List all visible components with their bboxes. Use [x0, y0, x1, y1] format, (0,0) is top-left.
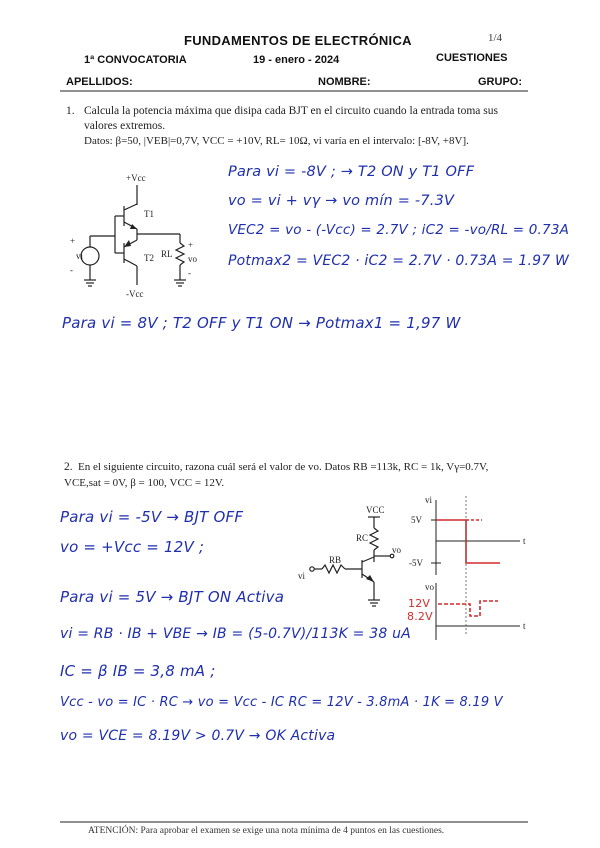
q1-data: Datos: β=50, |VEB|=0,7V, VCC = +10V, RL= 10Ω, vi varía en el intervalo: [-8V, +8V].	[84, 135, 469, 147]
q2-answer-line5: IC = β IB = 3,8 mA ;	[60, 662, 216, 680]
exam-date: 19 - enero - 2024	[253, 54, 340, 66]
q1-vi-label: vi	[76, 251, 84, 261]
q2-number: 2.	[64, 461, 73, 473]
q2-answer-line4: vi = RB · IB + VBE → IB = (5-0.7V)/113K = 38 uA	[60, 626, 411, 642]
q1-vcc-top: +Vcc	[126, 173, 146, 183]
q2-rb-label: RB	[329, 555, 342, 565]
grupo-label: GRUPO:	[478, 76, 522, 88]
q1-statement-line1: Calcula la potencia máxima que disipa cada BJT en el circuito cuando la entrada toma sus	[84, 105, 498, 117]
q2-answer-line6: Vcc - vo = IC · RC → vo = Vcc - IC RC = 12V - 3.8mA · 1K = 8.19 V	[60, 695, 503, 710]
q2-graph2-axis-v: vo	[425, 582, 434, 592]
q1-vo-label: vo	[188, 254, 197, 264]
q1-rl-label: RL	[161, 249, 173, 259]
q1-answer-line4: Potmax2 = VEC2 · iC2 = 2.7V · 0.73A = 1.97 W	[228, 253, 570, 269]
q2-answer-line3: Para vi = 5V → BJT ON Activa	[60, 588, 285, 606]
q2-graph2-lo: 8.2V	[407, 610, 433, 623]
q2-vcc-label: VCC	[366, 505, 385, 515]
q2-answer-line1: Para vi = -5V → BJT OFF	[60, 508, 244, 526]
q2-rc-label: RC	[356, 533, 369, 543]
exam-title: FUNDAMENTOS DE ELECTRÓNICA	[184, 33, 412, 48]
q1-statement-line2: valores extremos.	[84, 120, 166, 132]
q1-answer-line1: Para vi = -8V ; → T2 ON y T1 OFF	[228, 164, 475, 180]
q2-graph1-lo: -5V	[409, 558, 423, 568]
q2-graph2-hi: 12V	[408, 597, 431, 610]
page-number: 1/4	[488, 32, 503, 44]
q1-answer-line2: vo = vi + vγ → vo mín = -7.3V	[228, 193, 455, 209]
q2-graph1-hi: 5V	[411, 515, 422, 525]
q1-vi-plus: +	[70, 236, 76, 246]
q2-statement-line1: En el siguiente circuito, razona cuál será el valor de vo. Datos RB =113k, RC = 1k, Vγ=0.7V,	[78, 461, 489, 473]
q1-vo-plus: +	[188, 240, 194, 250]
q1-number: 1.	[66, 105, 75, 117]
q2-graph2-axis-t: t	[523, 621, 526, 631]
section-label: CUESTIONES	[436, 52, 508, 64]
q1-answer-line5: Para vi = 8V ; T2 OFF y T1 ON → Potmax1 = 1,97 W	[62, 314, 461, 332]
q1-answer-line3: VEC2 = vo - (-Vcc) = 2.7V ; iC2 = -vo/RL = 0.73A	[228, 222, 570, 238]
q2-answer-line2: vo = +Vcc = 12V ;	[60, 538, 205, 556]
q2-answer-line7: vo = VCE = 8.19V > 0.7V → OK Activa	[60, 728, 336, 744]
q1-vcc-bottom: -Vcc	[126, 289, 144, 299]
convocatoria-label: 1ª CONVOCATORIA	[84, 54, 187, 66]
nombre-label: NOMBRE:	[318, 76, 371, 88]
footer-note: ATENCIÓN: Para aprobar el examen se exige una nota mínima de 4 puntos en las cuestiones.	[88, 826, 445, 836]
apellidos-label: APELLIDOS:	[66, 76, 133, 88]
q1-vo-minus: -	[188, 268, 191, 278]
q2-graph1-axis-t: t	[523, 536, 526, 546]
q1-t1-label: T1	[144, 209, 154, 219]
q2-vi-label: vi	[298, 571, 306, 581]
q2-statement-line2: VCE,sat = 0V, β = 100, VCC = 12V.	[64, 477, 225, 489]
q2-graph1-axis-v: vi	[425, 495, 433, 505]
q1-t2-label: T2	[144, 253, 154, 263]
q1-vi-minus: -	[70, 265, 73, 275]
q2-vo-label: vo	[392, 545, 401, 555]
